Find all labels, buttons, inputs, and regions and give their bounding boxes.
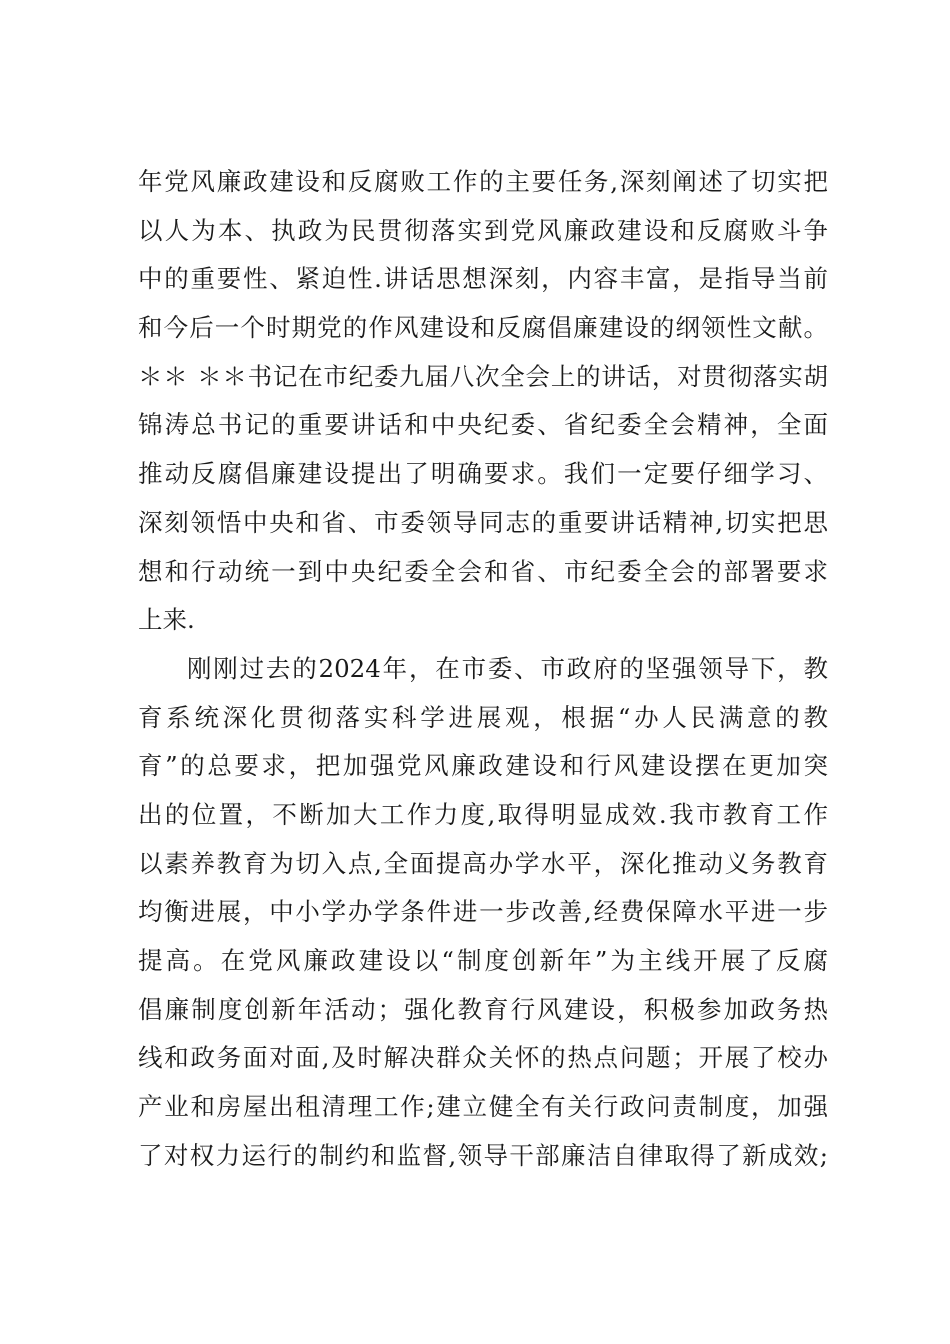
- paragraph-line: 刚刚过去的2024年，在市委、市政府的坚强领导下，教: [187, 653, 828, 683]
- paragraph-line: 锦涛总书记的重要讲话和中央纪委、省纪委全会精神，全面: [138, 410, 828, 440]
- paragraph-1: [138, 158, 828, 645]
- paragraph-line: 线和政务面对面,及时解决群众关怀的热点问题；开展了校办: [138, 1043, 828, 1073]
- paragraph-line: 推动反腐倡廉建设提出了明确要求。我们一定要仔细学习、: [138, 459, 828, 489]
- paragraph-line: 年党风廉政建设和反腐败工作的主要任务,深刻阐述了切实把: [138, 167, 828, 196]
- paragraph-line: ＊＊ ＊＊书记在市纪委九届八次全会上的讲话，对贯彻落实胡: [138, 361, 828, 391]
- paragraph-line: 均衡进展，中小学办学条件进一步改善,经费保障水平进一步: [138, 897, 828, 927]
- paragraph-line: 中的重要性、紧迫性.讲话思想深刻，内容丰富，是指导当前: [138, 264, 828, 294]
- paragraph-line: 了对权力运行的制约和监督,领导干部廉洁自律取得了新成效;: [138, 1140, 828, 1170]
- paragraph-line: 想和行动统一到中央纪委全会和省、市纪委全会的部署要求: [138, 556, 828, 586]
- paragraph-line: 育”的总要求，把加强党风廉政建设和行风建设摆在更加突: [138, 751, 828, 781]
- paragraph-line: 出的位置，不断加大工作力度,取得明显成效.我市教育工作: [138, 799, 828, 829]
- paragraph-line: 倡廉制度创新年活动；强化教育行风建设，积极参加政务热: [138, 994, 828, 1024]
- paragraph-line: 和今后一个时期党的作风建设和反腐倡廉建设的纲领性文献。: [138, 313, 828, 343]
- paragraph-line: 上来.: [138, 605, 195, 635]
- paragraph-line: 深刻领悟中央和省、市委领导同志的重要讲话精神,切实把思: [138, 507, 828, 537]
- paragraph-line: 提高。在党风廉政建设以“制度创新年”为主线开展了反腐: [138, 946, 828, 975]
- paragraph-line: 以素养教育为切入点,全面提高办学水平，深化推动义务教育: [138, 848, 828, 878]
- paragraph-line: 产业和房屋出租清理工作;建立健全有关行政问责制度，加强: [138, 1092, 828, 1122]
- paragraph-line: 育系统深化贯彻落实科学进展观，根据“办人民满意的教: [138, 702, 828, 732]
- body-text: [138, 158, 828, 1180]
- paragraph-2: [138, 645, 828, 1181]
- paragraph-line: 以人为本、执政为民贯彻落实到党风廉政建设和反腐败斗争: [138, 215, 828, 245]
